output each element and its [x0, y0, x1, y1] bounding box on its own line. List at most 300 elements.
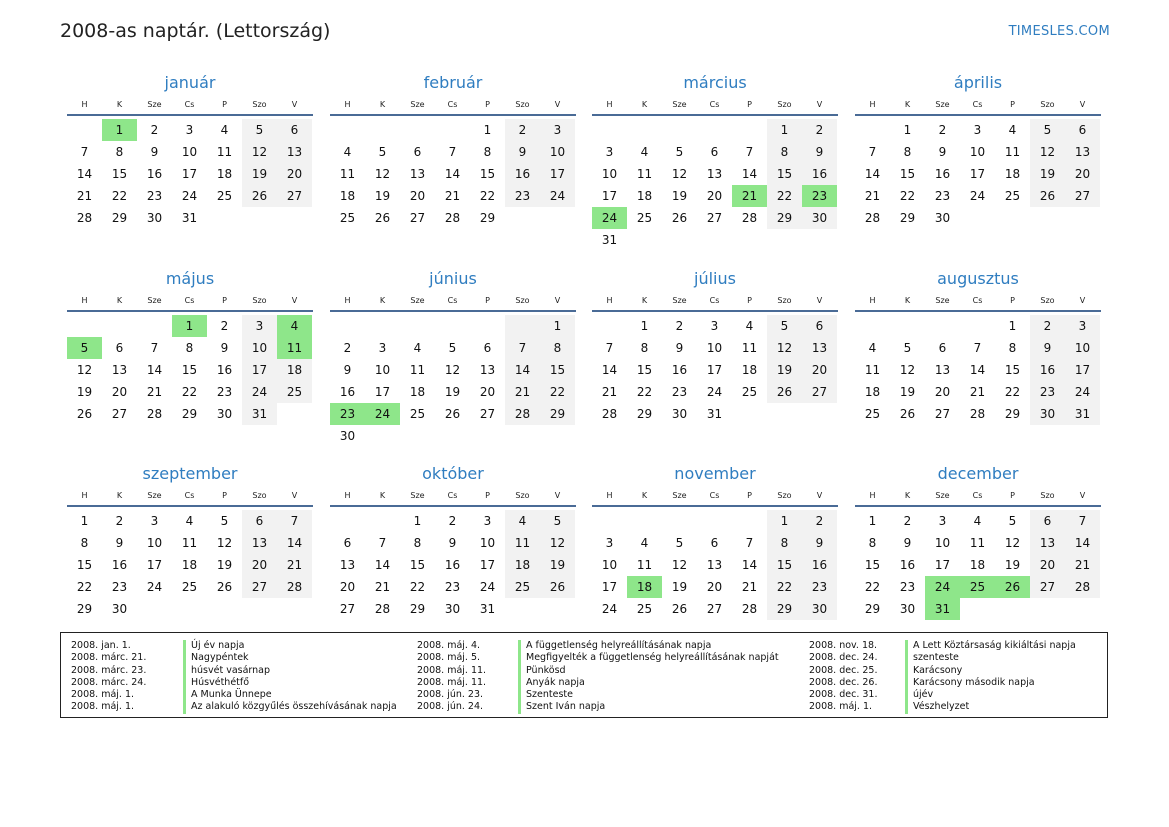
empty-cell: [207, 207, 242, 229]
day-cell: 6: [242, 510, 277, 532]
weekday-label: V: [1079, 296, 1086, 305]
day-cell: 29: [76, 602, 93, 616]
holiday-date: 2008. máj. 11.: [417, 676, 487, 688]
month-calendar: [67, 70, 313, 229]
week-row: [330, 403, 576, 425]
day-cell: 5: [767, 315, 802, 337]
day-cell: 27: [802, 381, 837, 403]
day-cell: 17: [181, 167, 198, 181]
legend-column-3: [809, 640, 1076, 714]
empty-cell: [505, 598, 540, 620]
day-cell: 5: [540, 510, 575, 532]
day-cell: 14: [505, 359, 540, 381]
month-calendar: [855, 70, 1101, 229]
empty-cell: [925, 315, 960, 337]
week-row: [67, 403, 313, 425]
day-cell: 8: [640, 341, 649, 355]
week-row: [592, 119, 838, 141]
day-cell: 4: [220, 123, 229, 137]
day-cell: 12: [216, 536, 233, 550]
weeks: [855, 119, 1101, 229]
weekday-label: H: [869, 100, 876, 109]
day-cell: 1: [413, 514, 422, 528]
weeks: [330, 315, 576, 447]
day-cell: 21: [277, 554, 312, 576]
month-name: október: [422, 464, 484, 483]
empty-cell: [855, 315, 890, 337]
month-name: március: [683, 73, 747, 92]
weekday-label: K: [116, 100, 123, 109]
day-cell: 20: [1030, 554, 1065, 576]
weekday-label: Cs: [184, 100, 195, 109]
day-cell: 7: [1065, 510, 1100, 532]
empty-cell: [592, 119, 627, 141]
day-cell: 29: [479, 211, 496, 225]
week-row: [855, 532, 1101, 554]
day-cell: 6: [802, 315, 837, 337]
day-cell: 23: [444, 580, 461, 594]
day-cell: 25: [409, 407, 426, 421]
holiday-date: 2008. jún. 24.: [417, 701, 484, 713]
weekday-label: V: [816, 296, 823, 305]
day-cell: 25: [339, 211, 356, 225]
holiday-entry: [71, 665, 397, 677]
day-cell: 4: [868, 341, 877, 355]
holiday-date: 2008. máj. 1.: [71, 689, 135, 701]
day-cell: 16: [339, 385, 356, 399]
holiday-entry: [417, 665, 779, 677]
empty-cell: [767, 403, 802, 425]
weeks: [330, 510, 576, 620]
week-row: [330, 185, 576, 207]
day-cell: 3: [710, 319, 719, 333]
day-cell: 23: [146, 189, 163, 203]
weekday-header: [592, 487, 838, 507]
day-cell: 29: [540, 403, 575, 425]
weekday-label: H: [606, 491, 613, 500]
holiday-name: A Lett Köztársaság kikiáltási napja: [905, 640, 1076, 652]
empty-cell: [1065, 598, 1100, 620]
day-cell: 11: [505, 532, 540, 554]
day-cell: 29: [767, 598, 802, 620]
weekday-label: Sze: [935, 491, 950, 500]
day-cell: 18: [741, 363, 758, 377]
weeks: [67, 119, 313, 229]
empty-cell: [435, 315, 470, 337]
day-cell: 6: [115, 341, 124, 355]
day-cell: 22: [409, 580, 426, 594]
weekday-label: P: [485, 296, 490, 305]
day-cell: 27: [277, 185, 312, 207]
day-cell: 5: [903, 341, 912, 355]
day-cell: 3: [242, 315, 277, 337]
day-cell: 17: [242, 359, 277, 381]
day-cell: 5: [242, 119, 277, 141]
weekday-label: P: [485, 100, 490, 109]
empty-cell: [505, 207, 540, 229]
week-row: [592, 359, 838, 381]
week-row: [67, 119, 313, 141]
day-cell: 4: [973, 514, 982, 528]
day-cell: 30: [339, 429, 356, 443]
week-row: [330, 381, 576, 403]
day-cell: 7: [378, 536, 387, 550]
day-cell: 24: [969, 189, 986, 203]
empty-cell: [242, 598, 277, 620]
legend-column-1: [71, 640, 397, 714]
day-cell: 10: [934, 536, 951, 550]
empty-cell: [802, 403, 837, 425]
day-cell: 7: [448, 145, 457, 159]
day-cell: 9: [505, 141, 540, 163]
day-cell: 7: [605, 341, 614, 355]
empty-cell: [662, 229, 697, 251]
day-cell: 24: [540, 185, 575, 207]
day-cell: 3: [605, 536, 614, 550]
day-cell: 11: [1004, 145, 1021, 159]
weekday-label: P: [222, 100, 227, 109]
day-cell: 10: [601, 558, 618, 572]
empty-cell: [365, 119, 400, 141]
day-cell: 13: [802, 337, 837, 359]
day-cell: 25: [505, 576, 540, 598]
weekday-label: Szo: [1040, 296, 1055, 305]
day-cell: 30: [671, 407, 688, 421]
weekday-label: H: [869, 491, 876, 500]
day-cell: 14: [76, 167, 93, 181]
page-title: 2008-as naptár. (Lettország): [60, 20, 331, 42]
day-cell: 25: [216, 189, 233, 203]
day-cell: 1: [640, 319, 649, 333]
day-cell: 6: [483, 341, 492, 355]
day-cell: 16: [146, 167, 163, 181]
month-calendar: [330, 70, 576, 229]
day-cell: 6: [938, 341, 947, 355]
holiday-entry: [809, 689, 1076, 701]
week-row: [592, 315, 838, 337]
day-cell: 3: [483, 514, 492, 528]
holiday-date: 2008. máj. 11.: [417, 664, 487, 676]
holiday-entry: [809, 665, 1076, 677]
day-cell: 10: [146, 536, 163, 550]
empty-cell: [67, 315, 102, 337]
weekday-label: Szo: [1040, 491, 1055, 500]
month-calendar: [330, 461, 576, 620]
day-cell: 16: [899, 558, 916, 572]
holiday-name: Az alakuló közgyűlés összehívásának napja: [183, 701, 397, 713]
day-cell: 4: [505, 510, 540, 532]
day-cell: 27: [111, 407, 128, 421]
week-row: [855, 403, 1101, 425]
weekday-label: P: [747, 100, 752, 109]
month-name: május: [165, 269, 215, 288]
weekday-label: V: [554, 100, 561, 109]
empty-cell: [277, 403, 312, 425]
day-cell: 25: [960, 576, 995, 598]
day-cell: 5: [1030, 119, 1065, 141]
week-row: [67, 207, 313, 229]
day-cell: 4: [343, 145, 352, 159]
day-cell: 17: [540, 163, 575, 185]
day-cell: 28: [146, 407, 163, 421]
day-cell: 10: [181, 145, 198, 159]
day-cell: 22: [76, 580, 93, 594]
day-cell: 27: [339, 602, 356, 616]
day-cell: 29: [1004, 407, 1021, 421]
day-cell: 14: [277, 532, 312, 554]
day-cell: 19: [899, 385, 916, 399]
day-cell: 4: [1008, 123, 1017, 137]
weekday-label: P: [747, 491, 752, 500]
holiday-entry: [809, 640, 1076, 652]
day-cell: 31: [925, 598, 960, 620]
holiday-name: A Munka Ünnepe: [183, 689, 272, 701]
day-cell: 21: [374, 580, 391, 594]
day-cell: 13: [339, 558, 356, 572]
day-cell: 17: [601, 580, 618, 594]
empty-cell: [855, 119, 890, 141]
weekday-label: K: [379, 100, 386, 109]
day-cell: 11: [636, 558, 653, 572]
empty-cell: [960, 315, 995, 337]
weekday-label: Szo: [252, 296, 267, 305]
weeks: [330, 119, 576, 229]
day-cell: 15: [409, 558, 426, 572]
weekday-label: H: [344, 491, 351, 500]
day-cell: 18: [216, 167, 233, 181]
brand-link[interactable]: TIMESLES.COM: [1008, 24, 1110, 39]
day-cell: 7: [745, 536, 754, 550]
day-cell: 4: [640, 145, 649, 159]
empty-cell: [277, 207, 312, 229]
weekday-label: K: [641, 100, 648, 109]
legend-column-2: [417, 640, 779, 714]
weekday-label: K: [379, 491, 386, 500]
day-cell: 2: [802, 510, 837, 532]
empty-cell: [697, 510, 732, 532]
holiday-date: 2008. dec. 31.: [809, 689, 878, 701]
week-row: [67, 359, 313, 381]
holiday-date: 2008. jún. 23.: [417, 689, 484, 701]
day-cell: 21: [76, 189, 93, 203]
weekday-label: Sze: [410, 296, 425, 305]
week-row: [855, 576, 1101, 598]
day-cell: 21: [732, 185, 767, 207]
holiday-name: Szent Iván napja: [518, 701, 605, 713]
day-cell: 13: [706, 558, 723, 572]
day-cell: 12: [671, 167, 688, 181]
day-cell: 1: [767, 119, 802, 141]
day-cell: 16: [505, 163, 540, 185]
weekday-label: K: [641, 491, 648, 500]
day-cell: 24: [925, 576, 960, 598]
weekday-label: Cs: [447, 491, 458, 500]
empty-cell: [540, 425, 575, 447]
day-cell: 6: [710, 145, 719, 159]
month-calendar: [67, 266, 313, 425]
week-row: [330, 207, 576, 229]
week-row: [592, 185, 838, 207]
weekday-label: Cs: [709, 100, 720, 109]
week-row: [67, 381, 313, 403]
week-row: [592, 532, 838, 554]
day-cell: 19: [671, 580, 688, 594]
day-cell: 21: [444, 189, 461, 203]
day-cell: 15: [111, 167, 128, 181]
day-cell: 5: [1008, 514, 1017, 528]
weekday-label: Szo: [777, 491, 792, 500]
holiday-date: 2008. márc. 21.: [71, 652, 147, 664]
day-cell: 14: [1065, 532, 1100, 554]
weekday-label: P: [1010, 491, 1015, 500]
day-cell: 12: [374, 167, 391, 181]
holiday-name: szenteste: [905, 652, 959, 664]
day-cell: 9: [115, 536, 124, 550]
day-cell: 21: [505, 381, 540, 403]
weekday-label: Cs: [447, 296, 458, 305]
day-cell: 22: [864, 580, 881, 594]
weekday-label: Szo: [777, 100, 792, 109]
day-cell: 21: [741, 580, 758, 594]
day-cell: 21: [601, 385, 618, 399]
day-cell: 25: [636, 211, 653, 225]
empty-cell: [242, 207, 277, 229]
weekday-label: K: [904, 491, 911, 500]
week-row: [330, 576, 576, 598]
day-cell: 18: [505, 554, 540, 576]
day-cell: 3: [973, 123, 982, 137]
month-calendar: [330, 266, 576, 447]
weekday-label: Szo: [515, 296, 530, 305]
empty-cell: [662, 119, 697, 141]
day-cell: 18: [1004, 167, 1021, 181]
day-cell: 27: [479, 407, 496, 421]
day-cell: 27: [706, 211, 723, 225]
weekday-label: H: [81, 100, 88, 109]
day-cell: 25: [277, 381, 312, 403]
day-cell: 26: [216, 580, 233, 594]
day-cell: 23: [1030, 381, 1065, 403]
day-cell: 30: [216, 407, 233, 421]
day-cell: 6: [1030, 510, 1065, 532]
day-cell: 13: [934, 363, 951, 377]
month-name: július: [694, 269, 736, 288]
month-calendar: [592, 70, 838, 251]
empty-cell: [505, 425, 540, 447]
day-cell: 9: [938, 145, 947, 159]
week-row: [855, 315, 1101, 337]
day-cell: 10: [479, 536, 496, 550]
empty-cell: [365, 510, 400, 532]
weekday-label: H: [869, 296, 876, 305]
day-cell: 18: [627, 576, 662, 598]
day-cell: 10: [540, 141, 575, 163]
empty-cell: [592, 315, 627, 337]
holiday-name: Karácsony második napja: [905, 677, 1035, 689]
day-cell: 15: [540, 359, 575, 381]
week-row: [67, 598, 313, 620]
day-cell: 30: [934, 211, 951, 225]
day-cell: 14: [741, 558, 758, 572]
empty-cell: [627, 229, 662, 251]
day-cell: 6: [277, 119, 312, 141]
day-cell: 11: [409, 363, 426, 377]
day-cell: 26: [540, 576, 575, 598]
day-cell: 3: [378, 341, 387, 355]
weekday-label: P: [222, 296, 227, 305]
day-cell: 23: [505, 185, 540, 207]
holiday-entry: [809, 677, 1076, 689]
day-cell: 8: [185, 341, 194, 355]
empty-cell: [207, 598, 242, 620]
day-cell: 16: [216, 363, 233, 377]
weekday-label: Cs: [972, 100, 983, 109]
day-cell: 6: [413, 145, 422, 159]
weekday-label: Szo: [515, 491, 530, 500]
day-cell: 4: [185, 514, 194, 528]
day-cell: 23: [802, 185, 837, 207]
day-cell: 26: [242, 185, 277, 207]
day-cell: 8: [80, 536, 89, 550]
weekday-label: Szo: [1040, 100, 1055, 109]
day-cell: 15: [76, 558, 93, 572]
weekday-header: [592, 292, 838, 312]
day-cell: 21: [1065, 554, 1100, 576]
day-cell: 1: [868, 514, 877, 528]
day-cell: 2: [448, 514, 457, 528]
day-cell: 17: [601, 189, 618, 203]
empty-cell: [1030, 598, 1065, 620]
day-cell: 24: [146, 580, 163, 594]
day-cell: 8: [903, 145, 912, 159]
day-cell: 26: [671, 211, 688, 225]
day-cell: 9: [150, 145, 159, 159]
holiday-name: A függetlenség helyreállításának napja: [518, 640, 711, 652]
weekday-label: Sze: [672, 296, 687, 305]
month-calendar: [855, 461, 1101, 620]
month-name: november: [674, 464, 756, 483]
weekday-label: Sze: [672, 491, 687, 500]
holiday-name: Húsvéthétfő: [183, 677, 249, 689]
week-row: [592, 229, 838, 251]
day-cell: 21: [146, 385, 163, 399]
empty-cell: [172, 598, 207, 620]
weekday-label: V: [291, 491, 298, 500]
day-cell: 25: [864, 407, 881, 421]
week-row: [67, 141, 313, 163]
day-cell: 14: [146, 363, 163, 377]
day-cell: 29: [181, 407, 198, 421]
day-cell: 31: [479, 602, 496, 616]
holiday-entry: [71, 701, 397, 713]
day-cell: 24: [706, 385, 723, 399]
day-cell: 19: [1004, 558, 1021, 572]
empty-cell: [697, 229, 732, 251]
weeks: [592, 510, 838, 620]
day-cell: 30: [802, 207, 837, 229]
day-cell: 5: [448, 341, 457, 355]
day-cell: 8: [483, 145, 492, 159]
weekday-label: V: [291, 296, 298, 305]
day-cell: 13: [409, 167, 426, 181]
month-calendar: [592, 461, 838, 620]
day-cell: 22: [636, 385, 653, 399]
day-cell: 3: [540, 119, 575, 141]
weekday-label: Sze: [672, 100, 687, 109]
day-cell: 22: [767, 185, 802, 207]
day-cell: 30: [146, 211, 163, 225]
day-cell: 15: [767, 554, 802, 576]
